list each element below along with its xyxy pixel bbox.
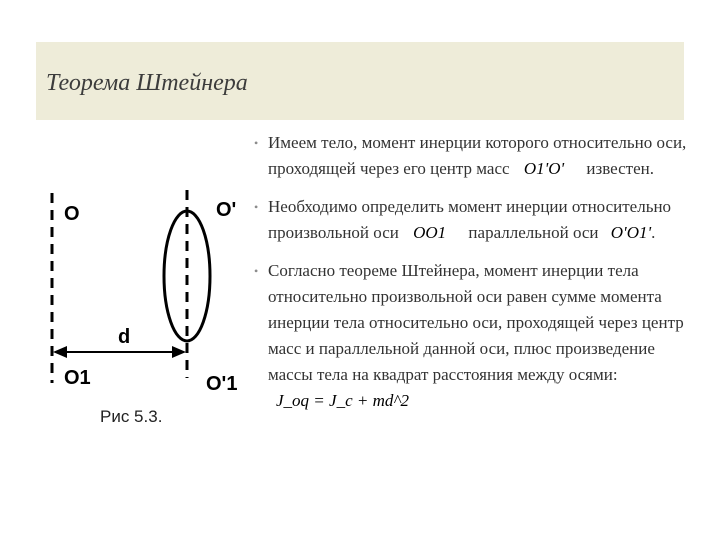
bullet-text: Необходимо определить момент инерции относительно произвольной оси	[268, 197, 672, 242]
figure-caption: Рис 5.3.	[100, 407, 163, 426]
label-o: O	[64, 203, 80, 225]
formula-steiner: J_oq = J_c + md^2	[276, 391, 410, 410]
label-o1: O1	[64, 367, 91, 389]
bullet-item	[254, 258, 694, 414]
title-bar	[36, 42, 684, 120]
formula-axis-center: O1'O'	[523, 159, 565, 178]
slide-title: Теорема Штейнера	[46, 70, 248, 96]
bullet-list	[254, 130, 694, 414]
bullet-text: Согласно теореме Штейнера, момент инерции тела относительно произвольной оси равен сумме момента инерции тела относительно оси, проходящей через центр масс и параллельной данной оси, плюс произведение массы тела на квадрат расстояния между осями:	[268, 261, 684, 384]
bullet-item	[254, 130, 694, 182]
label-o1-prime: O'1	[206, 373, 238, 395]
arrow-head-right	[172, 346, 186, 358]
bullet-dot-icon: •	[254, 136, 259, 150]
bullet-text-middle: параллельной оси	[468, 223, 599, 242]
label-o-prime: O'	[216, 199, 237, 221]
bullet-dot-icon: •	[254, 264, 259, 278]
bullet-dot-icon: •	[254, 200, 259, 214]
formula-axis-arbitrary: OO1	[413, 223, 447, 242]
arrow-head-left	[53, 346, 67, 358]
formula-axis-parallel: O'O1'	[610, 223, 652, 242]
bullet-text-end: известен.	[586, 159, 654, 178]
bullet-item	[254, 194, 694, 246]
steiner-figure	[30, 178, 250, 438]
bullet-text: Имеем тело, момент инерции которого относительно оси, проходящей через его центр масс	[268, 133, 687, 178]
bullet-text-end: .	[651, 223, 656, 242]
label-d: d	[118, 326, 131, 348]
